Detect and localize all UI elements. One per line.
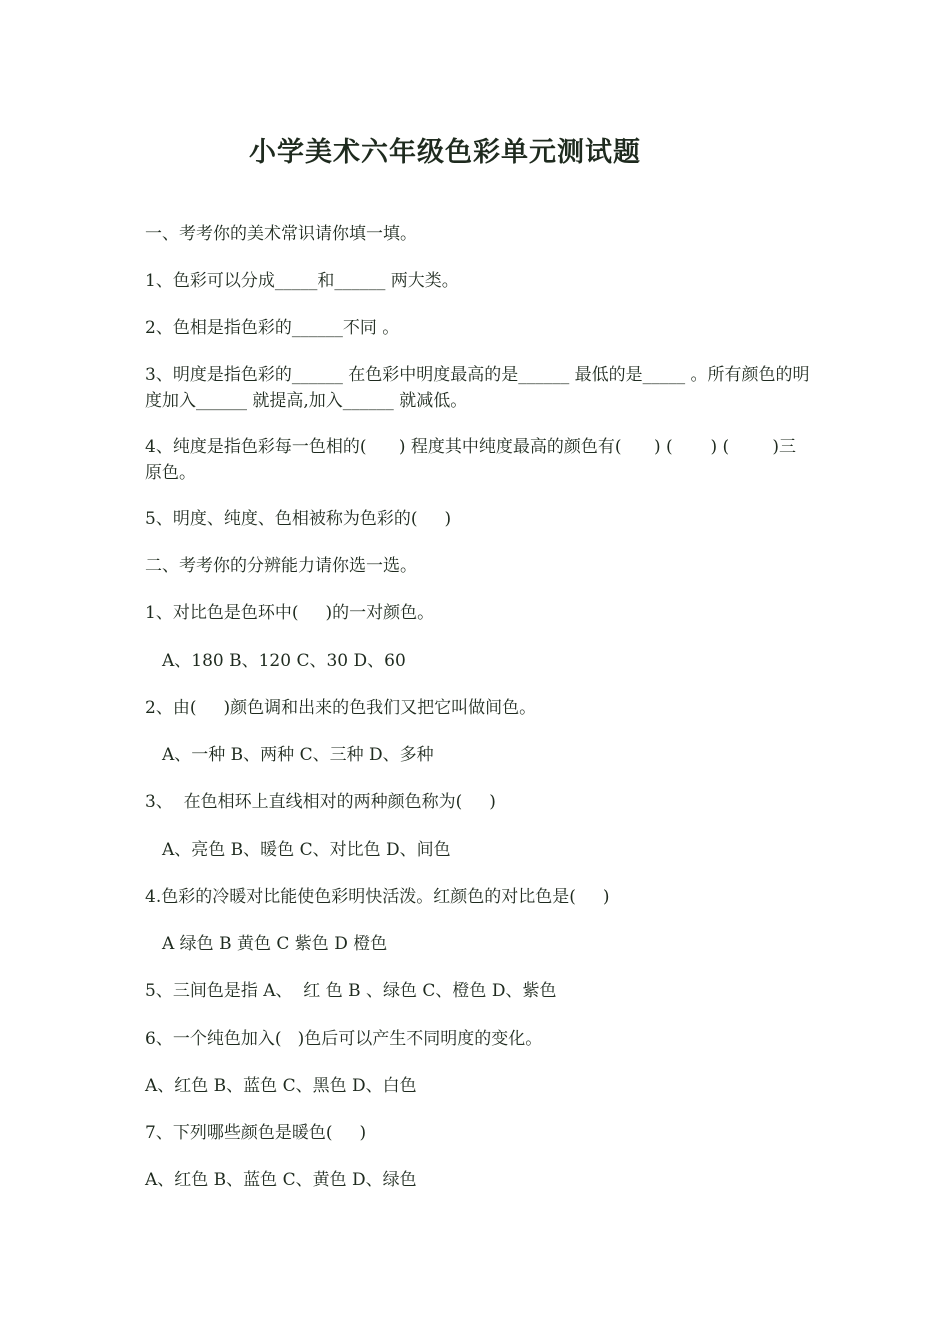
question-2-7: 7、下列哪些颜色是暖色( ) xyxy=(145,1123,367,1143)
section-1-heading: 一、考考你的美术常识请你填一填。 xyxy=(145,224,417,244)
options-2-6: A、红色 B、蓝色 C、黑色 D、白色 xyxy=(145,1076,417,1096)
options-2-1: A、180 B、120 C、30 D、60 xyxy=(162,651,406,671)
question-1-4: 4、纯度是指色彩每一色相的( ) 程度其中纯度最高的颜色有( ) ( ) ( )三原色。 xyxy=(145,437,796,483)
question-1-1: 1、色彩可以分成_____和______ 两大类。 xyxy=(145,271,459,291)
question-2-5: 5、三间色是指 A、 红 色 B 、绿色 C、橙色 D、紫色 xyxy=(145,981,557,1001)
question-2-2: 2、由( )颜色调和出来的色我们又把它叫做间色。 xyxy=(145,698,537,718)
question-2-3: 3、 在色相环上直线相对的两种颜色称为( ) xyxy=(145,792,496,812)
question-1-2: 2、色相是指色彩的______不同 。 xyxy=(145,318,400,338)
section-2-heading: 二、考考你的分辨能力请你选一选。 xyxy=(145,556,417,576)
options-2-2: A、一种 B、两种 C、三种 D、多种 xyxy=(162,745,434,765)
options-2-7: A、红色 B、蓝色 C、黄色 D、绿色 xyxy=(145,1170,417,1190)
question-2-4: 4.色彩的冷暖对比能使色彩明快活泼。红颜色的对比色是( ) xyxy=(145,887,610,907)
document-title: 小学美术六年级色彩单元测试题 xyxy=(249,137,641,168)
question-1-5: 5、明度、纯度、色相被称为色彩的( ) xyxy=(145,509,452,529)
question-2-6: 6、一个纯色加入( )色后可以产生不同明度的变化。 xyxy=(145,1029,543,1049)
options-2-4: A 绿色 B 黄色 C 紫色 D 橙色 xyxy=(162,934,388,954)
question-1-3: 3、明度是指色彩的______ 在色彩中明度最高的是______ 最低的是_____ 。所有颜色的明度加入______ 就提高,加入______ 就减低。 xyxy=(145,365,810,411)
question-2-1: 1、对比色是色环中( )的一对颜色。 xyxy=(145,603,435,623)
options-2-3: A、亮色 B、暖色 C、对比色 D、间色 xyxy=(162,840,451,860)
